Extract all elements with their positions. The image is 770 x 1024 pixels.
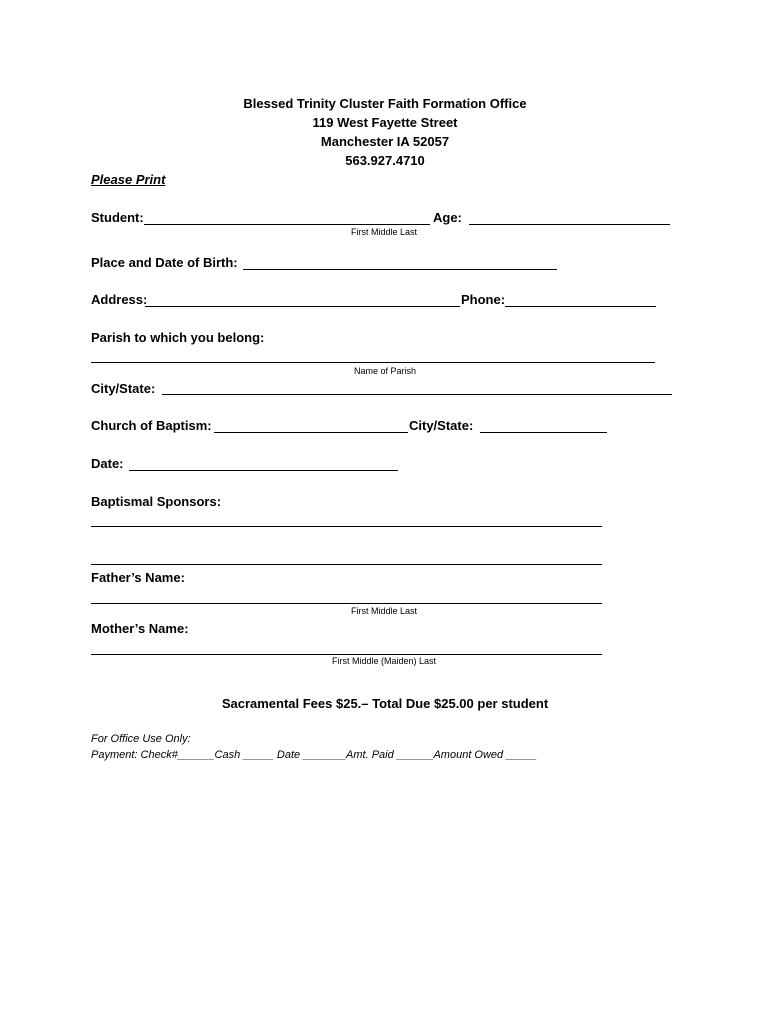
phone-line bbox=[505, 306, 656, 307]
sponsor-1-line bbox=[91, 526, 602, 527]
fees-note: Sacramental Fees $25.– Total Due $25.00 per student bbox=[221, 696, 549, 711]
office-street: 119 West Fayette Street bbox=[312, 115, 458, 130]
mother-line bbox=[91, 654, 602, 655]
sponsor-1-field[interactable] bbox=[91, 510, 602, 526]
sponsor-2-line bbox=[91, 564, 602, 565]
phone-field[interactable] bbox=[505, 291, 656, 307]
office-name: Blessed Trinity Cluster Faith Formation Office bbox=[243, 96, 527, 111]
parish-field[interactable] bbox=[91, 346, 655, 362]
phone-label: Phone: bbox=[461, 292, 506, 307]
father-label: Father’s Name: bbox=[91, 570, 185, 585]
address-label: Address: bbox=[91, 292, 148, 307]
mother-field[interactable] bbox=[91, 638, 602, 654]
please-print-instruction: Please Print bbox=[91, 172, 166, 187]
father-line bbox=[91, 603, 602, 604]
student-name-hint: First Middle Last bbox=[350, 227, 418, 237]
birth-field[interactable] bbox=[243, 254, 557, 270]
parish-line bbox=[91, 362, 655, 363]
date-field[interactable] bbox=[129, 455, 398, 471]
office-use-payment: Payment: Check#______Cash _____ Date _______Amt. Paid ______Amount Owed _____ bbox=[91, 749, 537, 761]
birth-label: Place and Date of Birth: bbox=[91, 255, 238, 270]
student-label: Student: bbox=[91, 210, 144, 225]
address-line bbox=[145, 306, 460, 307]
baptism-city-state-label: City/State: bbox=[409, 418, 474, 433]
office-city: Manchester IA 52057 bbox=[320, 134, 450, 149]
father-hint: First Middle Last bbox=[350, 606, 418, 616]
office-use-title: For Office Use Only: bbox=[91, 733, 191, 745]
office-phone: 563.927.4710 bbox=[345, 153, 425, 168]
mother-hint: First Middle (Maiden) Last bbox=[331, 656, 437, 666]
baptism-church-line bbox=[214, 432, 408, 433]
age-label: Age: bbox=[433, 210, 462, 225]
city-state-field[interactable] bbox=[162, 379, 672, 395]
date-label: Date: bbox=[91, 456, 124, 471]
mother-label: Mother’s Name: bbox=[91, 621, 189, 636]
father-field[interactable] bbox=[91, 587, 602, 603]
parish-label: Parish to which you belong: bbox=[91, 330, 265, 345]
city-state-line bbox=[162, 394, 672, 395]
birth-line bbox=[243, 269, 557, 270]
sponsor-2-field[interactable] bbox=[91, 548, 602, 564]
age-line bbox=[469, 224, 670, 225]
baptism-city-state-field[interactable] bbox=[480, 417, 607, 433]
student-name-line bbox=[144, 224, 430, 225]
date-line bbox=[129, 470, 398, 471]
student-name-field[interactable] bbox=[144, 209, 430, 225]
parish-hint: Name of Parish bbox=[353, 366, 417, 376]
baptism-city-state-line bbox=[480, 432, 607, 433]
baptism-church-label: Church of Baptism: bbox=[91, 418, 212, 433]
city-state-label: City/State: bbox=[91, 381, 156, 396]
address-field[interactable] bbox=[145, 291, 460, 307]
sponsors-label: Baptismal Sponsors: bbox=[91, 494, 222, 509]
age-field[interactable] bbox=[469, 209, 670, 225]
baptism-church-field[interactable] bbox=[214, 417, 408, 433]
